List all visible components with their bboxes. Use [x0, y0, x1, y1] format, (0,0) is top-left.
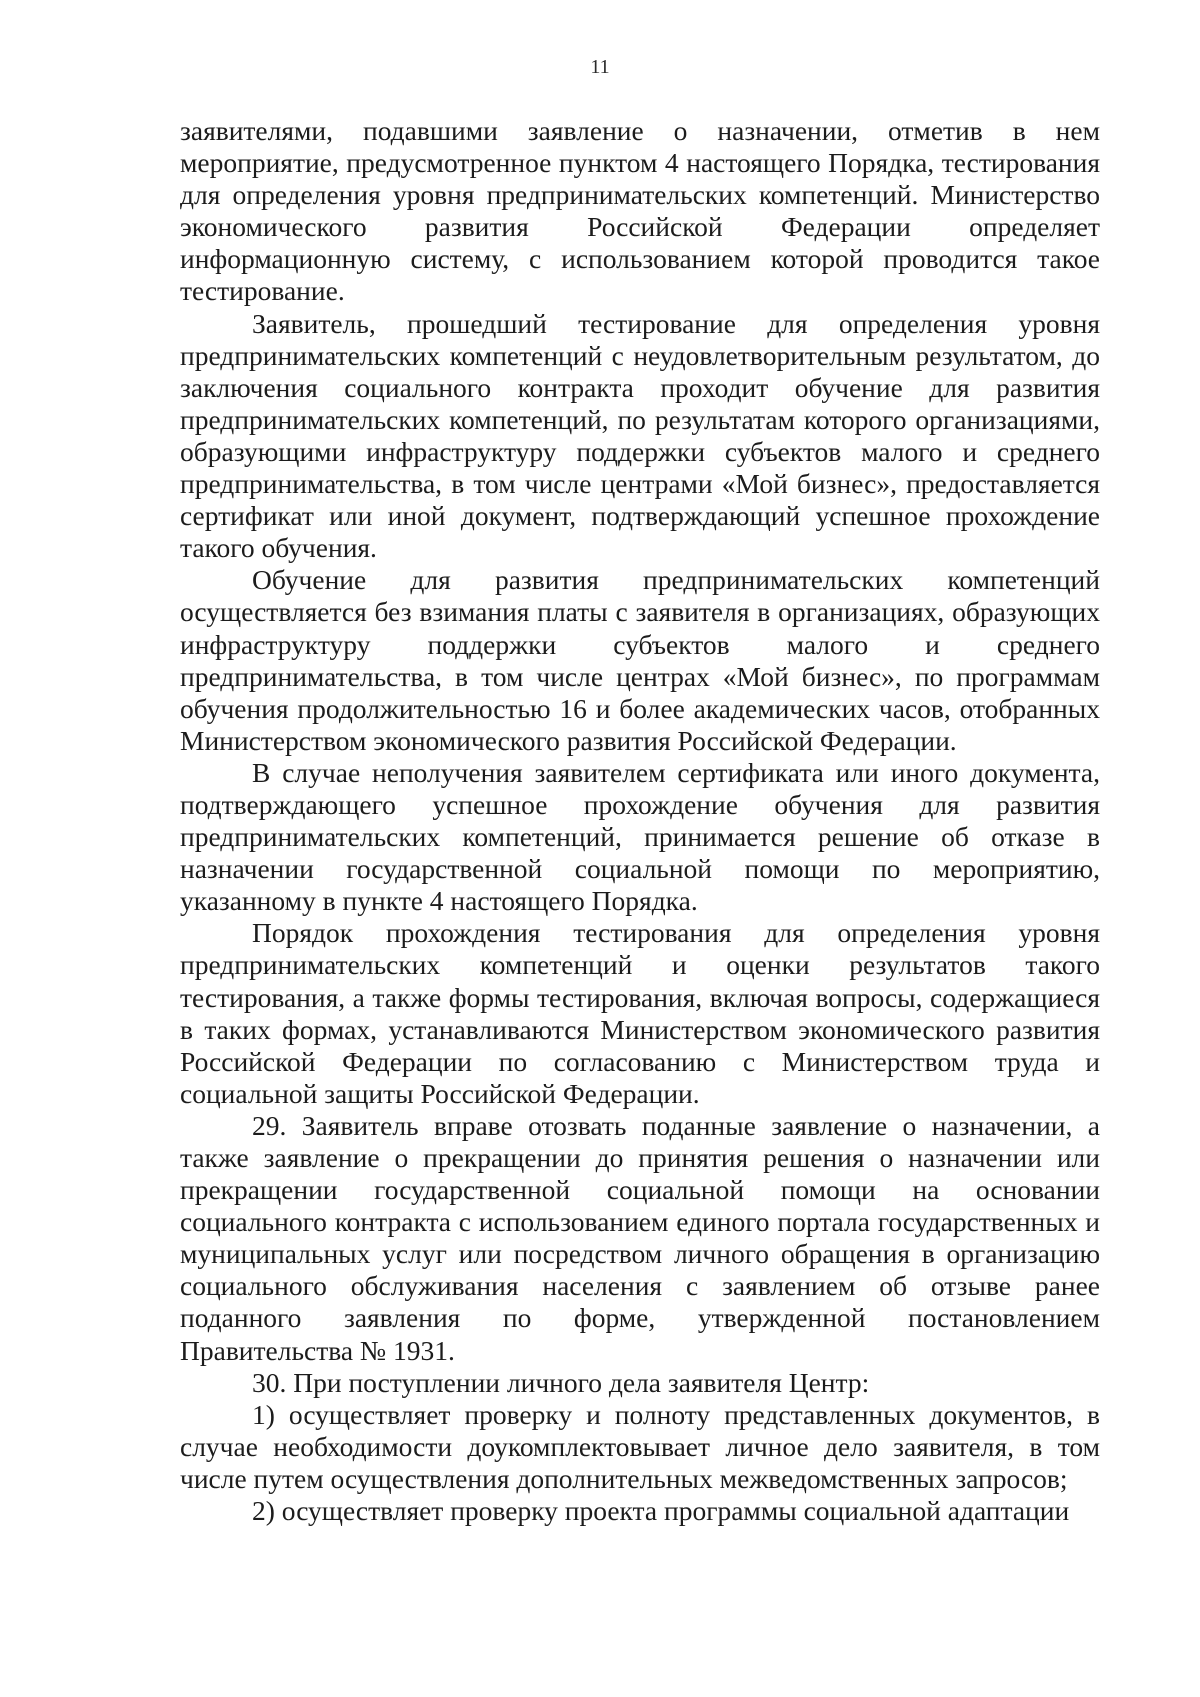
- page-number: 11: [590, 56, 610, 78]
- paragraph: заявителями, подавшими заявление о назначении, отметив в нем мероприятие, предусмотренное пунктом 4 настоящего Порядка, тестирования для определения уровня предпринимательских компетенций. Министерство экономического развития Российской Федерации определяет информационную систему, с использованием которой проводится такое тестирование.: [180, 115, 1100, 307]
- paragraph-item-30: 30. При поступлении личного дела заявителя Центр:: [252, 1366, 870, 1398]
- paragraph-item-29: 29. Заявитель вправе отозвать поданные заявление о назначении, а также заявление о прекращении до принятия решения о назначении или прекращении государственной социальной помощи на основании социального контракта с использованием единого портала государственных и муниципальных услуг или посредством личного обращения в организацию социального обслуживания населения с заявлением об отзыве ранее поданного заявления по форме, утвержденной постановлением Правительства № 1931.: [180, 1109, 1100, 1366]
- subitem-2: 2) осуществляет проверку проекта программы социальной адаптации: [252, 1495, 1070, 1527]
- subitem-1: 1) осуществляет проверку и полноту представленных документов, в случае необходимости доукомплектовывает личное дело заявителя, в том числе путем осуществления дополнительных межведомственных запросов;: [180, 1398, 1100, 1494]
- document-body: [180, 115, 1100, 1527]
- paragraph: Порядок прохождения тестирования для определения уровня предпринимательских компетенций и оценки результатов такого тестирования, а также формы тестирования, включая вопросы, содержащиеся в таких формах, устанавливаются Министерством экономического развития Российской Федерации по согласованию с Министерством труда и социальной защиты Российской Федерации.: [180, 917, 1100, 1109]
- paragraph: В случае неполучения заявителем сертификата или иного документа, подтверждающего успешное прохождение обучения для развития предпринимательских компетенций, принимается решение об отказе в назначении государственной социальной помощи по мероприятию, указанному в пункте 4 настоящего Порядка.: [180, 756, 1100, 917]
- paragraph: Заявитель, прошедший тестирование для определения уровня предпринимательских компетенций с неудовлетворительным результатом, до заключения социального контракта проходит обучение для развития предпринимательских компетенций, по результатам которого организациями, образующими инфраструктуру поддержки субъектов малого и среднего предпринимательства, в том числе центрами «Мой бизнес», предоставляется сертификат или иной документ, подтверждающий успешное прохождение такого обучения.: [180, 307, 1100, 564]
- paragraph: Обучение для развития предпринимательских компетенций осуществляется без взимания платы с заявителя в организациях, образующих инфраструктуру поддержки субъектов малого и среднего предпринимательства, в том числе центрах «Мой бизнес», по программам обучения продолжительностью 16 и более академических часов, отобранных Министерством экономического развития Российской Федерации.: [180, 564, 1100, 756]
